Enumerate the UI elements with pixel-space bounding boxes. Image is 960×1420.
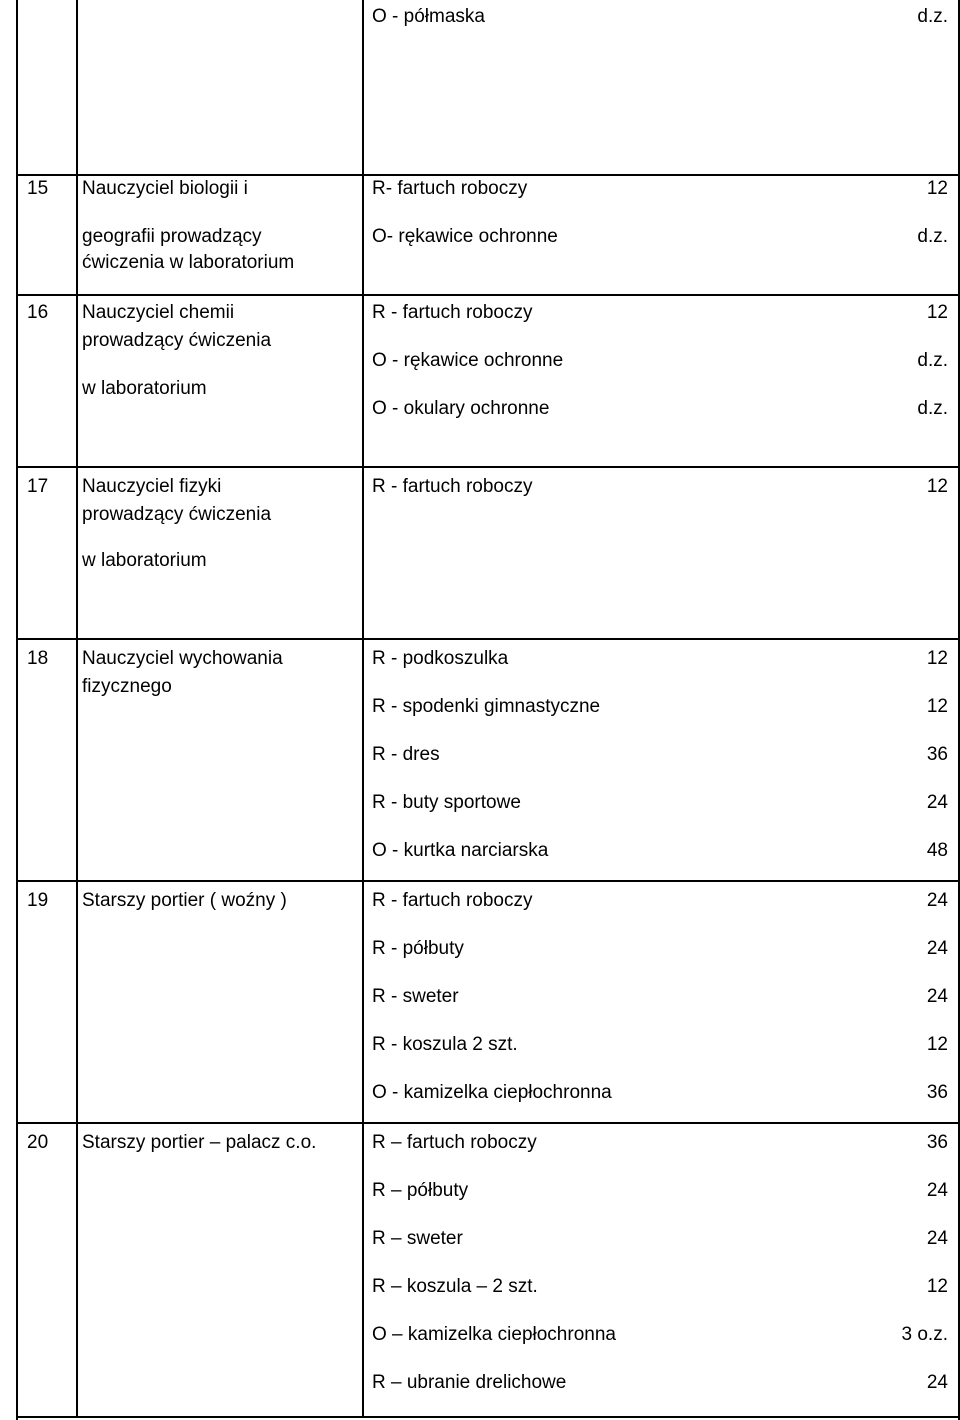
item-name: R - spodenki gimnastyczne <box>372 696 601 717</box>
item-name: O - kamizelka ciepłochronna <box>372 1082 612 1103</box>
item-quantity: 36 <box>926 1132 948 1153</box>
item-name: R – sweter <box>372 1228 463 1249</box>
position-line: Nauczyciel fizyki <box>82 476 222 497</box>
item-name: R - sweter <box>372 986 459 1007</box>
position-line: geografii prowadzący <box>82 226 262 247</box>
item-quantity: 12 <box>926 302 948 323</box>
item-quantity: 24 <box>926 938 948 959</box>
item-name: O – kamizelka ciepłochronna <box>372 1324 616 1345</box>
item-quantity: 24 <box>926 1180 948 1201</box>
row-divider <box>16 466 958 468</box>
row-number: 15 <box>27 178 49 199</box>
column-divider <box>362 0 364 1418</box>
position-line: w laboratorium <box>82 550 207 571</box>
row-divider <box>16 1122 958 1124</box>
item-quantity: 3 o.z. <box>901 1324 948 1345</box>
item-quantity: 24 <box>926 1228 948 1249</box>
row-number: 17 <box>27 476 49 497</box>
item-quantity: d.z. <box>917 226 948 247</box>
row-number: 20 <box>27 1132 49 1153</box>
item-name: R - dres <box>372 744 440 765</box>
position-line: fizycznego <box>82 676 172 697</box>
item-quantity: 24 <box>926 986 948 1007</box>
row-divider <box>16 174 958 176</box>
item-quantity: 24 <box>926 792 948 813</box>
item-quantity: 36 <box>926 744 948 765</box>
column-divider <box>16 0 18 1420</box>
item-name: R – fartuch roboczy <box>372 1132 537 1153</box>
item-quantity: 12 <box>926 696 948 717</box>
item-name: R – koszula – 2 szt. <box>372 1276 538 1297</box>
row-divider <box>16 638 958 640</box>
row-divider <box>16 294 958 296</box>
row-number: 19 <box>27 890 49 911</box>
position-line: Starszy portier – palacz c.o. <box>82 1132 317 1153</box>
item-name: R – półbuty <box>372 1180 469 1201</box>
item-name: O - rękawice ochronne <box>372 350 564 371</box>
item-name: O - półmaska <box>372 6 485 27</box>
position-line: w laboratorium <box>82 378 207 399</box>
table-bottom-border <box>16 1416 958 1418</box>
item-name: R - koszula 2 szt. <box>372 1034 518 1055</box>
row-divider <box>16 880 958 882</box>
item-name: R - fartuch roboczy <box>372 302 533 323</box>
item-quantity: 36 <box>926 1082 948 1103</box>
item-name: O - okulary ochronne <box>372 398 550 419</box>
item-quantity: 12 <box>926 1276 948 1297</box>
position-line: Nauczyciel biologii i <box>82 178 248 199</box>
item-name: O - kurtka narciarska <box>372 840 549 861</box>
item-quantity: 24 <box>926 1372 948 1393</box>
item-name: R - podkoszulka <box>372 648 509 669</box>
position-line: ćwiczenia w laboratorium <box>82 252 295 273</box>
position-line: Nauczyciel wychowania <box>82 648 283 669</box>
item-name: O- rękawice ochronne <box>372 226 558 247</box>
item-name: R - fartuch roboczy <box>372 890 533 911</box>
item-quantity: 12 <box>926 178 948 199</box>
position-line: Starszy portier ( woźny ) <box>82 890 287 911</box>
item-quantity: 12 <box>926 1034 948 1055</box>
item-name: R - półbuty <box>372 938 464 959</box>
position-line: prowadzący ćwiczenia <box>82 330 272 351</box>
item-quantity: d.z. <box>917 6 948 27</box>
item-name: R - buty sportowe <box>372 792 521 813</box>
row-number: 16 <box>27 302 49 323</box>
item-name: R - fartuch roboczy <box>372 476 533 497</box>
item-name: R – ubranie drelichowe <box>372 1372 567 1393</box>
item-quantity: 12 <box>926 648 948 669</box>
item-quantity: 24 <box>926 890 948 911</box>
position-line: prowadzący ćwiczenia <box>82 504 272 525</box>
item-quantity: d.z. <box>917 398 948 419</box>
column-divider <box>76 0 78 1418</box>
row-number: 18 <box>27 648 49 669</box>
item-quantity: 12 <box>926 476 948 497</box>
item-quantity: 48 <box>926 840 948 861</box>
item-quantity: d.z. <box>917 350 948 371</box>
item-name: R- fartuch roboczy <box>372 178 528 199</box>
position-line: Nauczyciel chemii <box>82 302 235 323</box>
